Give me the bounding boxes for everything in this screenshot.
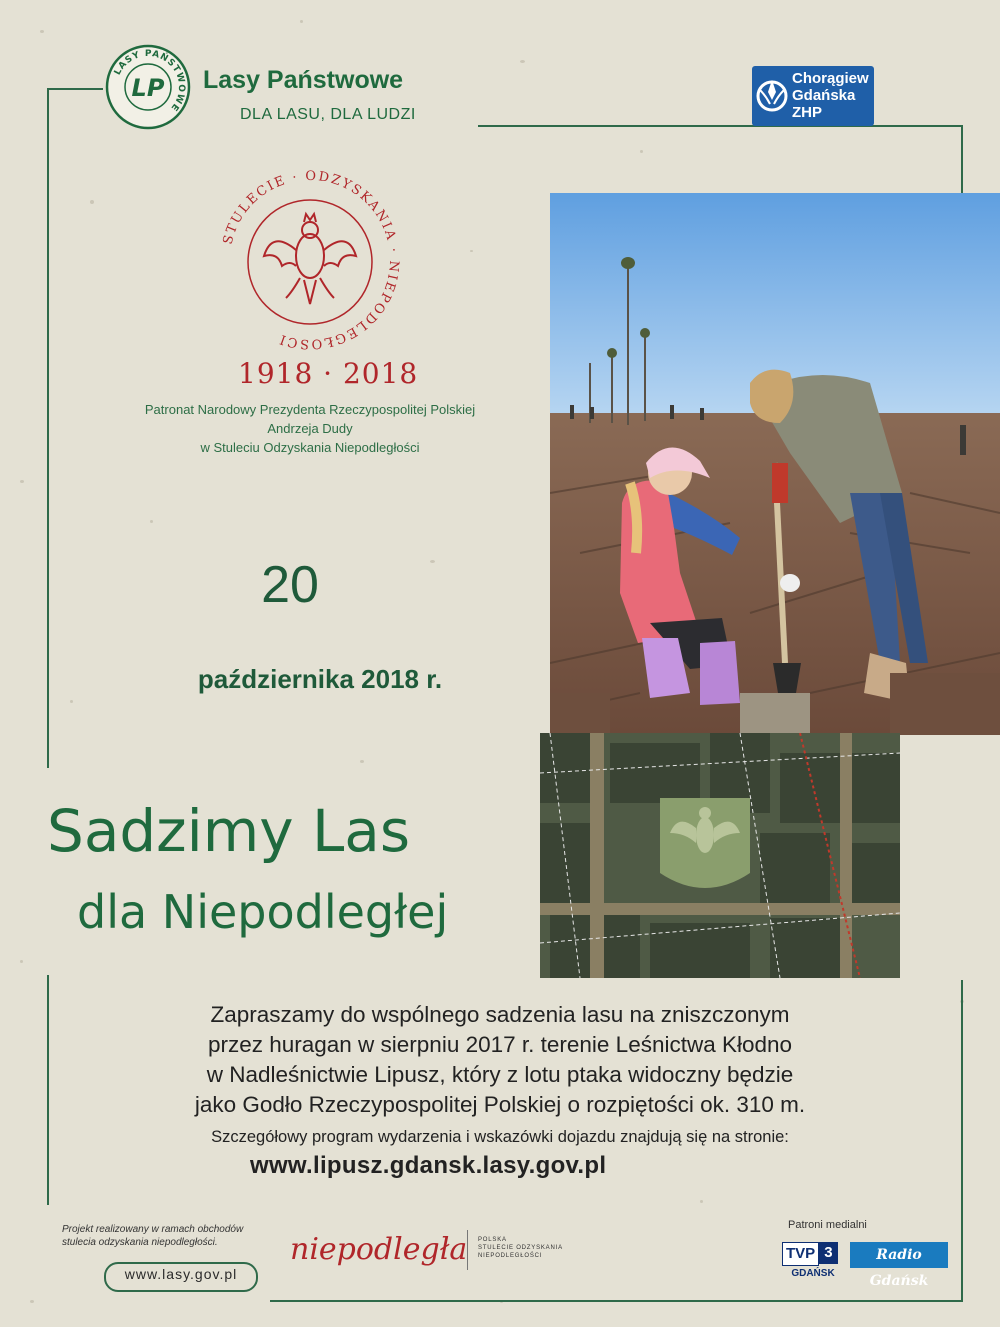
lasy-website-link[interactable]: www.lasy.gov.pl: [124, 1266, 238, 1282]
years-1918-2018: 1918 · 2018: [238, 357, 419, 390]
radio-gdansk-logo: Radio Gdańsk: [850, 1242, 948, 1268]
lasy-panstwowe-tagline: DLA LASU, DLA LUDZI: [240, 106, 416, 123]
event-month-year: października 2018 r.: [197, 664, 443, 694]
niepodlegla-subtitle: POLSKA STULECIE ODZYSKANIA NIEPODLEGŁOŚCI: [478, 1237, 563, 1259]
project-note-line2: stulecia odzyskania niepodległości.: [62, 1237, 218, 1248]
patronat-line1: Patronat Narodowy Prezydenta Rzeczypospolitej Polskiej: [144, 402, 476, 417]
headline-line2: dla Niepodległej: [77, 885, 449, 939]
frame-left: [47, 88, 49, 768]
invitation-line4: jako Godło Rzeczypospolitej Polskiej o rozpiętości ok. 310 m.: [194, 1092, 806, 1117]
patronat-text: [80, 400, 540, 457]
event-website-link[interactable]: www.lipusz.gdansk.lasy.gov.pl: [250, 1152, 607, 1179]
frame-left-lower: [47, 975, 49, 1205]
tvp3-region: GDAŃSK: [791, 1268, 835, 1279]
tree-planting-photo: [550, 193, 1000, 735]
zhp-logo: [752, 66, 874, 126]
patronat-line3: w Stuleciu Odzyskania Niepodległości: [200, 440, 420, 455]
invitation-line3: w Nadleśnictwie Lipusz, który z lotu ptaka widoczny będzie: [206, 1062, 794, 1087]
lasy-panstwowe-name: Lasy Państwowe: [203, 66, 404, 94]
frame-right: [961, 125, 963, 193]
niepodlegla-logo: niepodległa: [290, 1232, 468, 1267]
program-info: Szczegółowy program wydarzenia i wskazówki dojazdu znajdują się na stronie:: [211, 1128, 789, 1146]
headline-line1: Sadzimy Las: [47, 797, 411, 865]
frame-top-right: [478, 125, 963, 127]
patronat-line2: Andrzeja Dudy: [267, 421, 353, 436]
project-note: [62, 1223, 243, 1249]
project-note-line1: Projekt realizowany w ramach obchodów: [62, 1224, 244, 1235]
centenary-emblem: [220, 170, 400, 350]
frame-bottom: [270, 1300, 963, 1302]
zhp-line1: Chorągiew: [792, 70, 869, 87]
niepodlegla-divider: [467, 1230, 468, 1270]
zhp-line3: ZHP: [792, 104, 822, 121]
tvp3-logo: TVP 3: [782, 1242, 844, 1264]
media-patrons-label: Patroni medialni: [788, 1219, 867, 1231]
invitation-text: [60, 1000, 940, 1120]
invitation-line2: przez huragan w sierpniu 2017 r. terenie Leśnictwa Kłodno: [207, 1032, 793, 1057]
svg-text:STULECIE · ODZYSKANIA · NIEPOD: STULECIE · ODZYSKANIA · NIEPODLEGŁOŚCI: [220, 170, 400, 350]
frame-top-left: [47, 88, 103, 90]
svg-text:LP: LP: [131, 74, 165, 102]
invitation-line1: Zapraszamy do wspólnego sadzenia lasu na zniszczonym: [210, 1002, 790, 1027]
svg-text:LASY PAŃSTWOWE: LASY PAŃSTWOWE: [112, 48, 187, 114]
polish-eagle-icon: [264, 214, 356, 304]
zhp-line2: Gdańska: [792, 87, 856, 104]
event-day: 20: [261, 556, 319, 614]
lasy-panstwowe-logo: [105, 44, 191, 130]
aerial-map-photo: [540, 733, 900, 978]
frame-right-lower: [961, 980, 963, 1300]
zhp-lily-icon: [752, 66, 792, 126]
